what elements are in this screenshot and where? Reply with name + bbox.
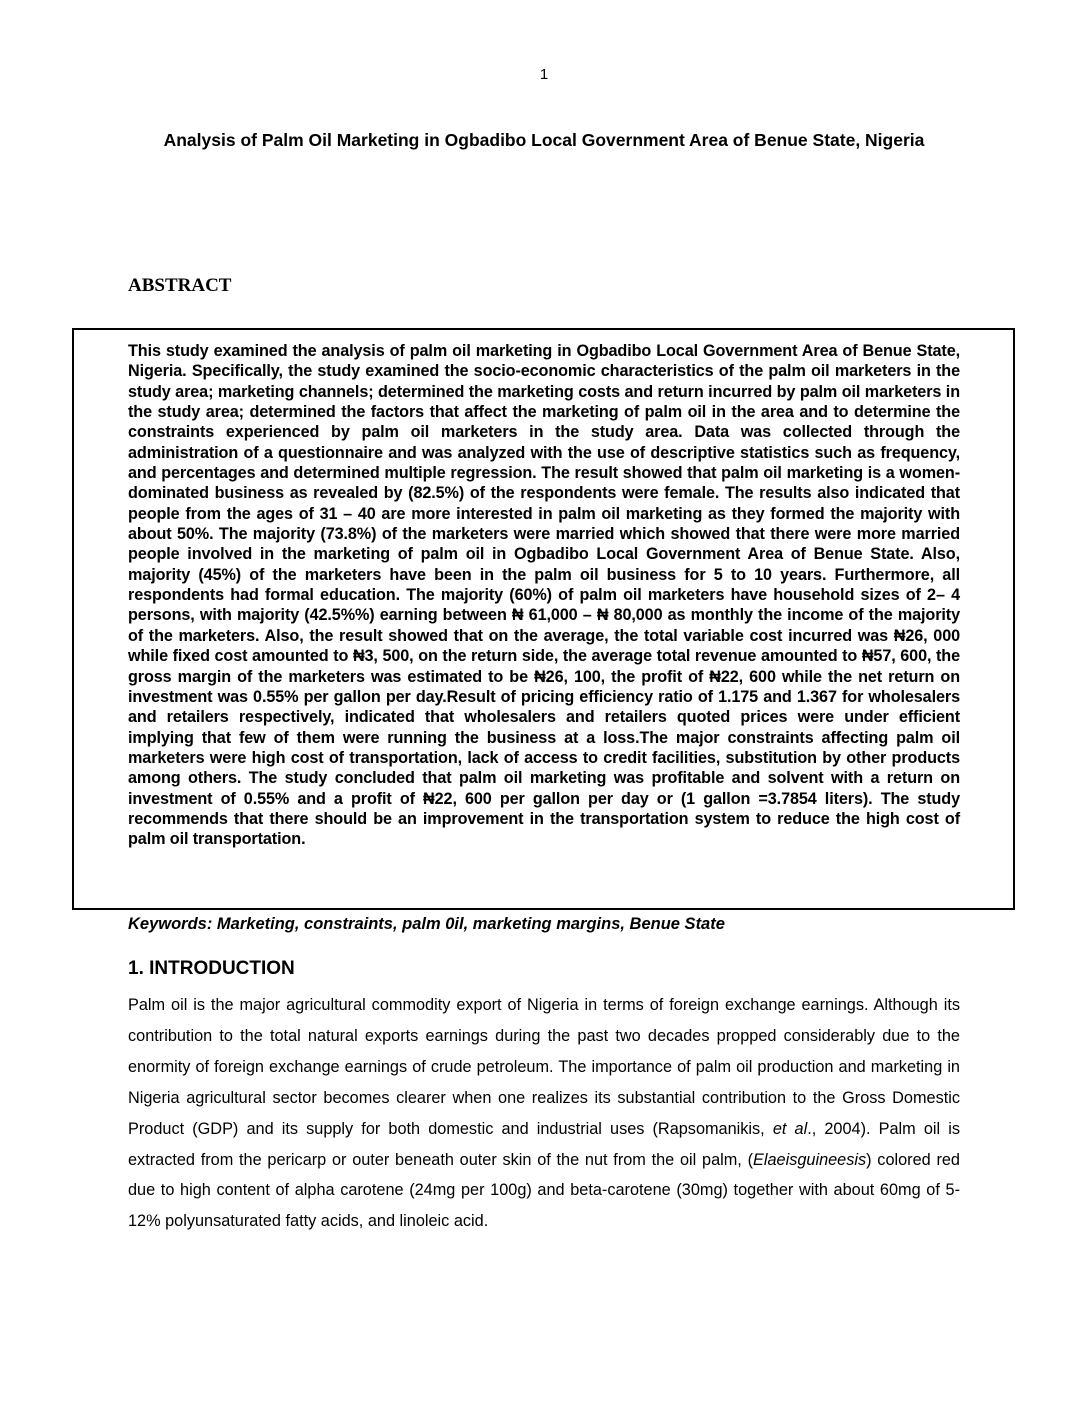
keywords: Keywords: Marketing, constraints, palm 0il, marketing margins, Benue State xyxy=(128,915,725,933)
abstract-heading: ABSTRACT xyxy=(128,275,232,296)
abstract-text: This study examined the analysis of palm oil marketing in Ogbadibo Local Government Area of Benue State, Nigeria. Specifically, the study examined the socio-economic characteristics of the palm oil marketers in the study area; marketing channels; determined the marketing costs and return incurred by palm oil marketers in the study area; determined the factors that affect the marketing of palm oil in the area and to determine the constraints experienced by palm oil marketers in the study area. Data was collected through the administration of a questionnaire and was analyzed with the use of descriptive statistics such as frequency, and percentages and determined multiple regression. The result showed that palm oil marketing is a women-dominated business as revealed by (82.5%) of the respondents were female. The results also indicated that people from the ages of 31 – 40 are more interested in palm oil marketing as they formed the majority with about 50%. The majority (73.8%) of the marketers were married which showed that there were more married people involved in the marketing of palm oil in Ogbadibo Local Government Area of Benue State. Also, majority (45%) of the marketers have been in the palm oil business for 5 to 10 years. Furthermore, all respondents had formal education. The majority (60%) of palm oil marketers have household sizes of 2– 4 persons, with majority (42.5%%) earning between ₦ 61,000 – ₦ 80,000 as monthly the income of the majority of the marketers. Also, the result showed that on the average, the total variable cost incurred was ₦26, 000 while fixed cost amounted to ₦3, 500, on the return side, the average total revenue amounted to ₦57, 600, the gross margin of the marketers was estimated to be ₦26, 100, the profit of ₦22, 600 while the net return on investment was 0.55% per gallon per day.Result of pricing efficiency ratio of 1.175 and 1.367 for wholesalers and retailers respectively, indicated that wholesalers and retailers quoted prices were under efficient implying that few of them were running the business at a loss.The major constraints affecting palm oil marketers were high cost of transportation, lack of access to credit facilities, substitution by other products among others. The study concluded that palm oil marketing was profitable and solvent with a return on investment of 0.55% and a profit of ₦22, 600 per gallon per day or (1 gallon =3.7854 liters). The study recommends that there should be an improvement in the transportation system to reduce the high cost of palm oil transportation. xyxy=(128,342,960,849)
introduction-paragraph xyxy=(128,990,960,1237)
intro-species: Elaeisguineesis xyxy=(753,1150,867,1169)
intro-text-2: ., 2004). Palm oil is extracted from the pericarp or outer beneath outer skin of the nut from the oil palm, ( xyxy=(128,1119,960,1169)
intro-etal: et al xyxy=(772,1119,808,1138)
page-number: 1 xyxy=(539,66,549,83)
intro-text-3: ) colored red due to high content of alpha carotene (24mg per 100g) and beta-carotene (30mg) together with about 60mg of 5-12% polyunsaturated fatty acids, and linoleic acid. xyxy=(128,1150,960,1231)
paper-title: Analysis of Palm Oil Marketing in Ogbadibo Local Government Area of Benue State, Nigeria xyxy=(163,130,925,150)
introduction-heading: 1. INTRODUCTION xyxy=(128,958,295,979)
intro-text-1: Palm oil is the major agricultural commodity export of Nigeria in terms of foreign exchange earnings. Although its contribution to the total natural exports earnings during the past two decades propped considerably due to the enormity of foreign exchange earnings of crude petroleum. The importance of palm oil production and marketing in Nigeria agricultural sector becomes clearer when one realizes its substantial contribution to the Gross Domestic Product (GDP) and its supply for both domestic and industrial uses (Rapsomanikis, xyxy=(128,996,960,1138)
